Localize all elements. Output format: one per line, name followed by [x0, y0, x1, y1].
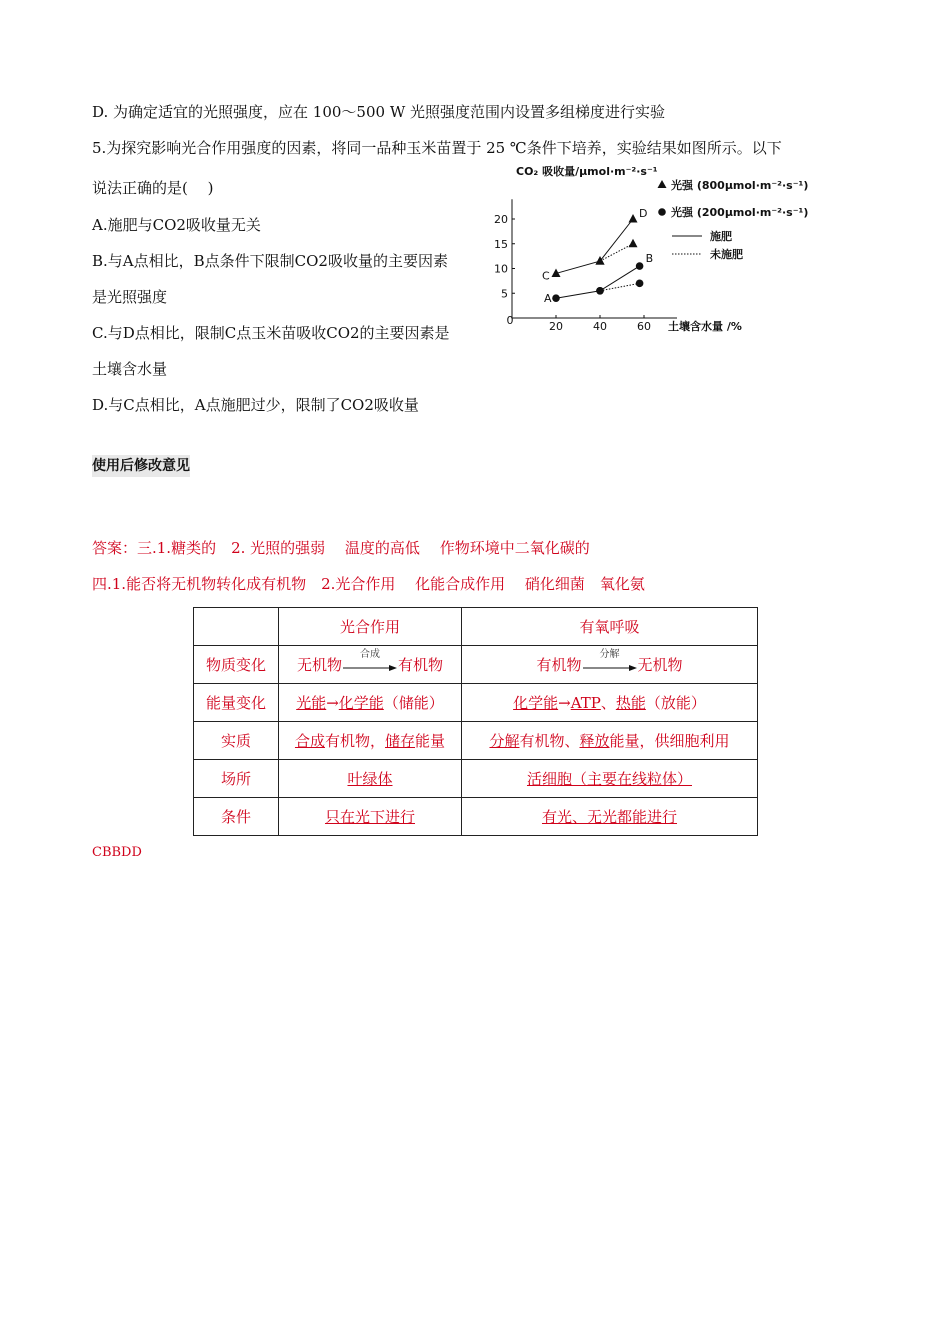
question-stem-line2: 说法正确的是( ) — [92, 179, 214, 197]
cell-text: 能量 — [415, 732, 446, 750]
triangle-marker — [629, 239, 638, 248]
y-tick-label: 5 — [501, 287, 508, 301]
chart-ylabel: CO₂ 吸收量/μmol·m⁻²·s⁻¹ — [516, 165, 658, 178]
question-option-d-prev: D. 为确定适宜的光照强度，应在 100～500 W 光照强度范围内设置多组梯度进行实验 — [92, 103, 666, 121]
photo-cell — [279, 798, 462, 836]
answer-line2: 四.1.能否将无机物转化成有机物 2.光合作用 化能合成作用 硝化细菌 氧化氨 — [92, 575, 645, 593]
row-label: 实质 — [194, 722, 279, 760]
photo-cell — [279, 646, 462, 684]
cell-text: ATP — [570, 694, 601, 712]
cell-text: 活细胞（主要在线粒体） — [526, 770, 692, 788]
point-label: D — [639, 207, 648, 220]
row-label: 场所 — [194, 760, 279, 798]
y-tick-label: 10 — [494, 262, 508, 276]
cell-text: 化学能 — [513, 694, 559, 712]
feedback-heading: 使用后修改意见 — [92, 455, 190, 477]
table-row — [194, 646, 758, 684]
cell-text: （放能） — [645, 694, 706, 712]
cell-text: 能量，供细胞利用 — [609, 732, 730, 750]
cell-text: 热能 — [615, 694, 646, 712]
arrow-icon — [343, 649, 397, 674]
question-option-b-line2: 是光照强度 — [92, 288, 168, 306]
point-label: B — [645, 252, 654, 266]
resp-cell — [462, 684, 758, 722]
y-tick-label: 15 — [494, 237, 508, 251]
chart-axes — [494, 199, 677, 333]
cell-text: 有机物 — [536, 656, 582, 674]
co2-absorption-chart — [494, 158, 818, 338]
cell-text: 化学能 — [338, 694, 384, 712]
cell-text: 光能 — [296, 694, 327, 712]
y-tick-label: 20 — [494, 213, 508, 226]
question-option-c-line2: 土壤含水量 — [92, 360, 168, 378]
cell-text: 叶绿体 — [347, 770, 393, 788]
chart-series — [542, 207, 653, 305]
cell-text: 有机物， — [324, 732, 385, 750]
resp-cell — [462, 798, 758, 836]
cell-text: 无机物 — [637, 656, 683, 674]
cell-text: 分解 — [489, 732, 520, 750]
circle-marker — [552, 294, 560, 302]
table-row — [194, 798, 758, 836]
resp-cell — [462, 646, 758, 684]
cell-text: → — [326, 694, 339, 712]
table-row — [194, 760, 758, 798]
photo-cell — [279, 760, 462, 798]
question-option-a: A.施肥与CO2吸收量无关 — [92, 216, 261, 234]
table-header-cell — [194, 608, 279, 646]
resp-cell — [462, 722, 758, 760]
x-tick-label: 60 — [637, 320, 651, 333]
cell-text: → — [558, 694, 571, 712]
chart-legend — [658, 178, 809, 261]
legend-entry: 光强 (200μmol·m⁻²·s⁻¹) — [671, 206, 809, 219]
row-label: 条件 — [194, 798, 279, 836]
photo-cell — [279, 722, 462, 760]
legend-entry: 施肥 — [710, 230, 732, 243]
circle-marker — [636, 280, 644, 288]
cell-text: （储能） — [383, 694, 444, 712]
answer-table — [193, 607, 758, 836]
photo-cell — [279, 684, 462, 722]
arrow-label: 合成 — [360, 649, 380, 660]
triangle-marker — [629, 214, 638, 223]
chart-xlabel: 土壤含水量 /% — [668, 320, 742, 333]
point-label: C — [542, 269, 550, 283]
origin-label: 0 — [506, 314, 514, 327]
question-stem-line1: 5.为探究影响光合作用强度的因素，将同一品种玉米苗置于 25 ℃条件下培养，实验结果如图所示。以下 — [92, 139, 782, 157]
x-tick-label: 40 — [593, 320, 607, 333]
x-tick-label: 20 — [549, 320, 563, 333]
question-option-b-line1: B.与A点相比，B点条件下限制CO2吸收量的主要因素 — [92, 252, 448, 270]
table-row — [194, 684, 758, 722]
point-label: A — [544, 292, 552, 306]
legend-circle-icon — [658, 208, 666, 216]
legend-entry: 未施肥 — [710, 248, 743, 261]
cell-text: 有机物、 — [519, 732, 580, 750]
series-line — [556, 219, 633, 273]
answer-line1: 答案：三.1.糖类的 2. 光照的强弱 温度的高低 作物环境中二氧化碳的 — [92, 539, 590, 557]
resp-cell — [462, 760, 758, 798]
arrow-label: 分解 — [599, 649, 620, 660]
cell-text: 释放 — [579, 732, 610, 750]
mc-answers: CBBDD — [92, 845, 142, 860]
question-option-c-line1: C.与D点相比，限制C点玉米苗吸收CO2的主要因素是 — [92, 324, 450, 342]
table-header-cell: 有氧呼吸 — [462, 608, 758, 646]
cell-text: 、 — [600, 694, 616, 712]
series-line — [600, 244, 633, 261]
circle-marker — [636, 262, 644, 270]
circle-marker — [596, 287, 604, 295]
question-option-d: D.与C点相比，A点施肥过少，限制了CO2吸收量 — [92, 396, 419, 414]
cell-text: 合成 — [294, 732, 325, 750]
legend-triangle-icon — [658, 180, 667, 188]
table-header-row — [194, 608, 758, 646]
legend-entry: 光强 (800μmol·m⁻²·s⁻¹) — [671, 179, 809, 192]
cell-text: 有机物 — [398, 656, 444, 674]
cell-text: 有光、无光都能进行 — [541, 808, 677, 826]
row-label: 物质变化 — [194, 646, 279, 684]
table-row — [194, 722, 758, 760]
row-label: 能量变化 — [194, 684, 279, 722]
cell-text: 储存 — [385, 732, 416, 750]
cell-text: 无机物 — [296, 656, 342, 674]
cell-text: 只在光下进行 — [324, 808, 415, 826]
arrow-icon — [583, 649, 637, 674]
table-header-cell: 光合作用 — [279, 608, 462, 646]
